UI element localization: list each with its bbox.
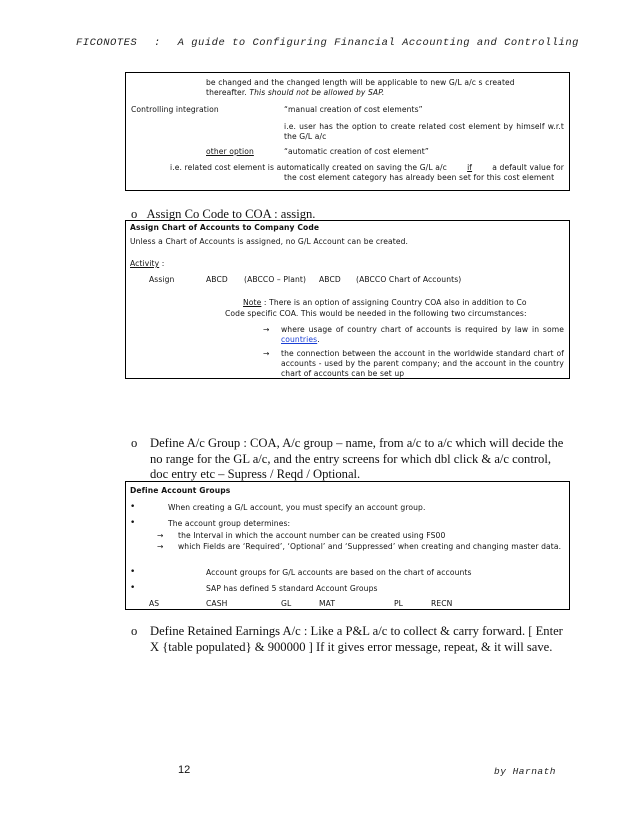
group-gl: GL (281, 599, 292, 608)
header-title: A guide to Configuring Financial Accounting and Controlling (177, 37, 579, 49)
activity-row-plant: (ABCCO – Plant) (244, 275, 307, 284)
bullet-marker: o (131, 624, 138, 638)
box-title: Define Account Groups (130, 486, 231, 495)
bullet-dot: • (130, 518, 136, 528)
group-pl: PL (394, 599, 404, 608)
note-line-2: Code specific COA. This would be needed in the following two circumstances: (225, 309, 527, 318)
controlling-integration-box (125, 72, 570, 191)
activity-row-coa: (ABCCO Chart of Accounts) (356, 275, 462, 284)
length-change-text: be changed and the changed length will be applicable to new G/L a/c s created thereafter. This should not be allowed by SAP. (206, 78, 515, 97)
group-recn: RECN (431, 599, 453, 608)
user-option-text: i.e. user has the option to create related cost element by himself w.r.t the G/L a/c (284, 122, 564, 141)
bullet-dot: • (130, 567, 136, 577)
arrow-icon: → (157, 531, 164, 540)
bullet-define-ac-group: o Define A/c Group : COA, A/c group – name, from a/c to a/c which will decide the no range for the GL a/c, and the entry screens for which dbl click & a/c control, doc entry etc – Supress / Reqd / Optional. (131, 436, 564, 481)
arrow-icon: → (263, 325, 270, 334)
define-account-groups-box (125, 481, 570, 610)
bullet-marker: o (131, 207, 138, 221)
header-separator: : (154, 37, 161, 49)
box-title: Assign Chart of Accounts to Company Code (130, 223, 320, 232)
automatic-creation-value: “automatic creation of cost element” (284, 147, 429, 156)
page-number: 12 (178, 764, 191, 776)
activity-row-assign: Assign (149, 275, 175, 284)
countries-link[interactable]: countries (281, 335, 318, 344)
bullet-retained-earnings: o Define Retained Earnings A/c : Like a P&L a/c to collect & carry forward. [ Enter X {table populated} & 900000 ] If it gives error message, repeat, & it will save. (131, 624, 563, 654)
group-bullet-2: The account group determines: (168, 519, 291, 528)
bullet-dot: • (130, 502, 136, 512)
manual-creation-value: “manual creation of cost elements” (284, 105, 423, 114)
bullet-marker: o (131, 436, 138, 450)
arrow-item-fields: which Fields are ‘Required’, ‘Optional’ and ‘Suppressed’ when creating and changing master data. (178, 542, 562, 551)
unless-text: Unless a Chart of Accounts is assigned, no G/L Account can be created. (130, 237, 409, 246)
note-text: Note : There is an option of assigning Country COA also in addition to Co (243, 298, 527, 307)
arrow-item-connection: the connection between the account in the worldwide standard chart of accounts - used by the parent company; and the account in the country chart of accounts can be set up (281, 349, 564, 378)
activity-row-abcd: ABCD (206, 275, 228, 284)
other-option-label: other option (206, 147, 254, 156)
header-left: FICONOTES (76, 37, 138, 49)
arrow-item-interval: the Interval in which the account number can be created using FS00 (178, 531, 446, 540)
group-bullet-4: SAP has defined 5 standard Account Groups (206, 584, 378, 593)
bullet-assign-co-code: o Assign Co Code to COA : assign. (131, 207, 316, 221)
group-as: AS (149, 599, 160, 608)
activity-label: Activity : (130, 259, 165, 268)
running-header (76, 37, 579, 49)
group-cash: CASH (206, 599, 228, 608)
auto-cost-element-text: i.e. related cost element is automatically created on saving the G/L a/c if a default value for the cost element category has already been set for this cost element (170, 163, 564, 182)
bullet-dot: • (130, 583, 136, 593)
controlling-integration-label: Controlling integration (131, 105, 219, 114)
assign-coa-box (125, 220, 570, 379)
arrow-icon: → (157, 542, 164, 551)
group-mat: MAT (319, 599, 336, 608)
author-credit: by Harnath (494, 766, 557, 777)
arrow-icon: → (263, 349, 270, 358)
arrow-item-country: where usage of country chart of accounts is required by law in some countries. (281, 325, 564, 344)
group-bullet-3: Account groups for G/L accounts are based on the chart of accounts (206, 568, 472, 577)
group-bullet-1: When creating a G/L account, you must specify an account group. (168, 503, 426, 512)
activity-row-abcd-2: ABCD (319, 275, 341, 284)
